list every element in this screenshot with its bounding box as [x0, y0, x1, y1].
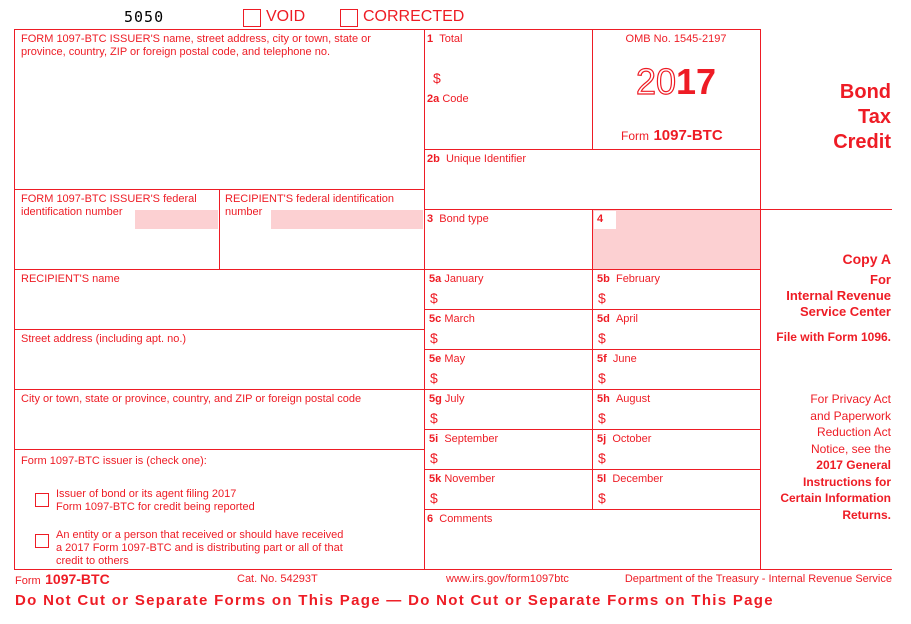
- month-box-5l[interactable]: [593, 470, 760, 509]
- month-label-5c: [429, 313, 475, 326]
- issuer-option2-line3: credit to others: [56, 555, 129, 567]
- month-label-5g: [429, 393, 464, 406]
- privacy-notice: [780, 391, 891, 523]
- month-box-5i[interactable]: [425, 430, 592, 469]
- month-num-5a: 5a: [429, 273, 442, 285]
- issuer-option1-line2: Form 1097-BTC for credit being reported: [56, 501, 255, 513]
- month-dollar-5j: $: [598, 450, 606, 466]
- issuer-option1-checkbox[interactable]: [35, 493, 49, 507]
- copy-irs-line2: Service Center: [799, 304, 891, 319]
- month-dollar-5h: $: [598, 410, 606, 426]
- privacy-line6: Instructions for: [802, 474, 891, 489]
- month-name-5e: May: [444, 353, 466, 365]
- month-dollar-5g: $: [430, 410, 438, 426]
- privacy-line1: For Privacy Act: [810, 392, 891, 406]
- box3-num: 3: [427, 213, 434, 225]
- recipient-fed-id-field[interactable]: [271, 210, 423, 229]
- corrected-checkbox[interactable]: [340, 9, 358, 27]
- copy-irs-line1: Internal Revenue: [786, 288, 891, 303]
- form-id-name: 1097-BTC: [653, 127, 723, 144]
- box2a-label: [427, 93, 469, 106]
- month-dollar-5a: $: [430, 290, 438, 306]
- issuer-name-field[interactable]: [18, 62, 420, 186]
- month-dollar-5f: $: [598, 370, 606, 386]
- form-code: 5050: [124, 8, 165, 26]
- box2b-label: [427, 153, 526, 166]
- month-name-5g: July: [444, 393, 465, 405]
- month-box-5e[interactable]: [425, 350, 592, 389]
- month-name-5a: January: [444, 273, 484, 285]
- footer-dept: Department of the Treasury - Internal Revenue Service: [624, 573, 892, 585]
- issuer-option2-line2: a 2017 Form 1097-BTC and is distributing part or all of that: [56, 542, 343, 554]
- recipient-name-label: RECIPIENT'S name: [21, 273, 120, 285]
- month-name-5k: November: [444, 473, 496, 485]
- issuer-fed-id-field[interactable]: [135, 210, 218, 229]
- month-dollar-5l: $: [598, 490, 606, 506]
- box3-label: [427, 213, 489, 226]
- month-num-5c: 5c: [429, 313, 442, 325]
- footer-form-name: 1097-BTC: [45, 571, 110, 587]
- box2b-text: Unique Identifier: [445, 153, 527, 165]
- box3-text: Bond type: [439, 213, 489, 225]
- month-box-5b[interactable]: [593, 270, 760, 309]
- tax-year: [592, 62, 760, 102]
- month-name-5d: April: [615, 313, 638, 325]
- privacy-line4: Notice, see the: [810, 441, 891, 456]
- box1-text: Total: [439, 33, 463, 45]
- month-dollar-5k: $: [430, 490, 438, 506]
- form-title-line1: Bond: [839, 81, 891, 103]
- city-label: City or town, state or province, country, and ZIP or foreign postal code: [21, 393, 362, 405]
- month-name-5l: December: [612, 473, 664, 485]
- issuer-check-label: Form 1097-BTC issuer is (check one):: [21, 455, 207, 467]
- copy-label: Copy A: [842, 251, 891, 267]
- form-id-prefix: Form: [621, 129, 649, 143]
- month-num-5b: 5b: [597, 273, 610, 285]
- footer-form-prefix: Form: [15, 575, 41, 587]
- issuer-option1-line1: Issuer of bond or its agent filing 2017: [56, 488, 237, 500]
- box4-num: 4: [597, 213, 604, 225]
- form-title-line3: Credit: [833, 131, 891, 153]
- box4-label: [597, 213, 603, 226]
- month-box-5h[interactable]: [593, 390, 760, 429]
- issuer-fed-id-label: FORM 1097-BTC ISSUER'S federal identification number: [21, 193, 197, 218]
- month-num-5l: 5l: [597, 473, 607, 485]
- issuer-option2-text: [56, 529, 343, 568]
- month-num-5f: 5f: [597, 353, 607, 365]
- box1-num: 1: [427, 33, 434, 45]
- tax-year-outline: 20: [635, 61, 676, 102]
- box2b-uid-field[interactable]: [427, 168, 757, 206]
- void-label: VOID: [266, 8, 306, 25]
- privacy-line5: 2017 General: [816, 458, 891, 472]
- copy-for-line: For: [870, 272, 891, 287]
- box1-total-field[interactable]: [445, 66, 589, 88]
- copy-for: [786, 272, 891, 320]
- month-num-5h: 5h: [597, 393, 610, 405]
- street-address-label: Street address (including apt. no.): [21, 333, 187, 345]
- privacy-line2: and Paperwork: [810, 408, 891, 423]
- month-name-5c: March: [444, 313, 475, 325]
- corrected-label: CORRECTED: [363, 8, 465, 25]
- box3-bond-type-field[interactable]: [427, 228, 589, 266]
- issuer-option2-line1: An entity or a person that received or should have received: [56, 529, 344, 541]
- month-label-5h: [597, 393, 650, 406]
- month-label-5a: [429, 273, 483, 286]
- issuer-option2-checkbox[interactable]: [35, 534, 49, 548]
- omb-number: OMB No. 1545-2197: [625, 33, 727, 45]
- box1-label: [427, 33, 463, 46]
- recipient-fed-id-label: RECIPIENT'S federal identification number: [225, 193, 395, 218]
- month-label-5k: [429, 473, 495, 486]
- month-num-5d: 5d: [597, 313, 610, 325]
- month-num-5i: 5i: [429, 433, 439, 445]
- form-title: [833, 80, 891, 155]
- month-num-5j: 5j: [597, 433, 607, 445]
- month-name-5b: February: [615, 273, 660, 285]
- month-label-5l: [597, 473, 663, 486]
- month-label-5j: [597, 433, 651, 446]
- box6-text: Comments: [439, 513, 493, 525]
- box2a-code-field[interactable]: [427, 108, 589, 146]
- month-box-5f[interactable]: [593, 350, 760, 389]
- month-box-5a[interactable]: [425, 270, 592, 309]
- month-label-5b: [597, 273, 660, 286]
- footer-url[interactable]: www.irs.gov/form1097btc: [446, 573, 569, 585]
- month-box-5d[interactable]: [593, 310, 760, 349]
- void-checkbox[interactable]: [243, 9, 261, 27]
- tax-year-bold: 17: [676, 61, 717, 102]
- month-num-5g: 5g: [429, 393, 442, 405]
- month-box-5g[interactable]: [425, 390, 592, 429]
- box6-label: [427, 513, 492, 526]
- box2a-num: 2a: [427, 93, 440, 105]
- footer-form-id: [15, 571, 110, 589]
- privacy-line3: Reduction Act: [816, 425, 891, 439]
- box4-shaded: [593, 210, 760, 269]
- privacy-line8: Returns.: [842, 507, 891, 522]
- issuer-name-label: FORM 1097-BTC ISSUER'S name, street address, city or town, state or province, country, ZIP or foreign postal code, and telephone no.: [21, 33, 371, 58]
- form-id: [621, 127, 723, 145]
- month-label-5i: [429, 433, 498, 446]
- month-box-5j[interactable]: [593, 430, 760, 469]
- file-with: File with Form 1096.: [776, 330, 891, 344]
- month-box-5k[interactable]: [425, 470, 592, 509]
- box2b-num: 2b: [427, 153, 440, 165]
- issuer-option1-text: [56, 488, 255, 514]
- month-label-5d: [597, 313, 638, 326]
- footer-cat-no: Cat. No. 54293T: [237, 573, 318, 585]
- month-dollar-5c: $: [430, 330, 438, 346]
- month-dollar-5b: $: [598, 290, 606, 306]
- footer-warning: Do Not Cut or Separate Forms on This Page — Do Not Cut or Separate Forms on This Page: [15, 592, 774, 609]
- box2a-text: Code: [442, 93, 469, 105]
- box1-dollar: $: [433, 70, 441, 86]
- month-name-5h: August: [615, 393, 651, 405]
- month-dollar-5d: $: [598, 330, 606, 346]
- month-dollar-5e: $: [430, 370, 438, 386]
- month-name-5j: October: [612, 433, 652, 445]
- month-label-5e: [429, 353, 465, 366]
- month-num-5e: 5e: [429, 353, 442, 365]
- month-dollar-5i: $: [430, 450, 438, 466]
- month-name-5i: September: [444, 433, 499, 445]
- form-title-line2: Tax: [858, 106, 891, 128]
- month-num-5k: 5k: [429, 473, 442, 485]
- month-box-5c[interactable]: [425, 310, 592, 349]
- month-label-5f: [597, 353, 637, 366]
- month-name-5f: June: [612, 353, 637, 365]
- box6-comments-field[interactable]: [427, 528, 757, 566]
- privacy-line7: Certain Information: [780, 491, 891, 505]
- box6-num: 6: [427, 513, 434, 525]
